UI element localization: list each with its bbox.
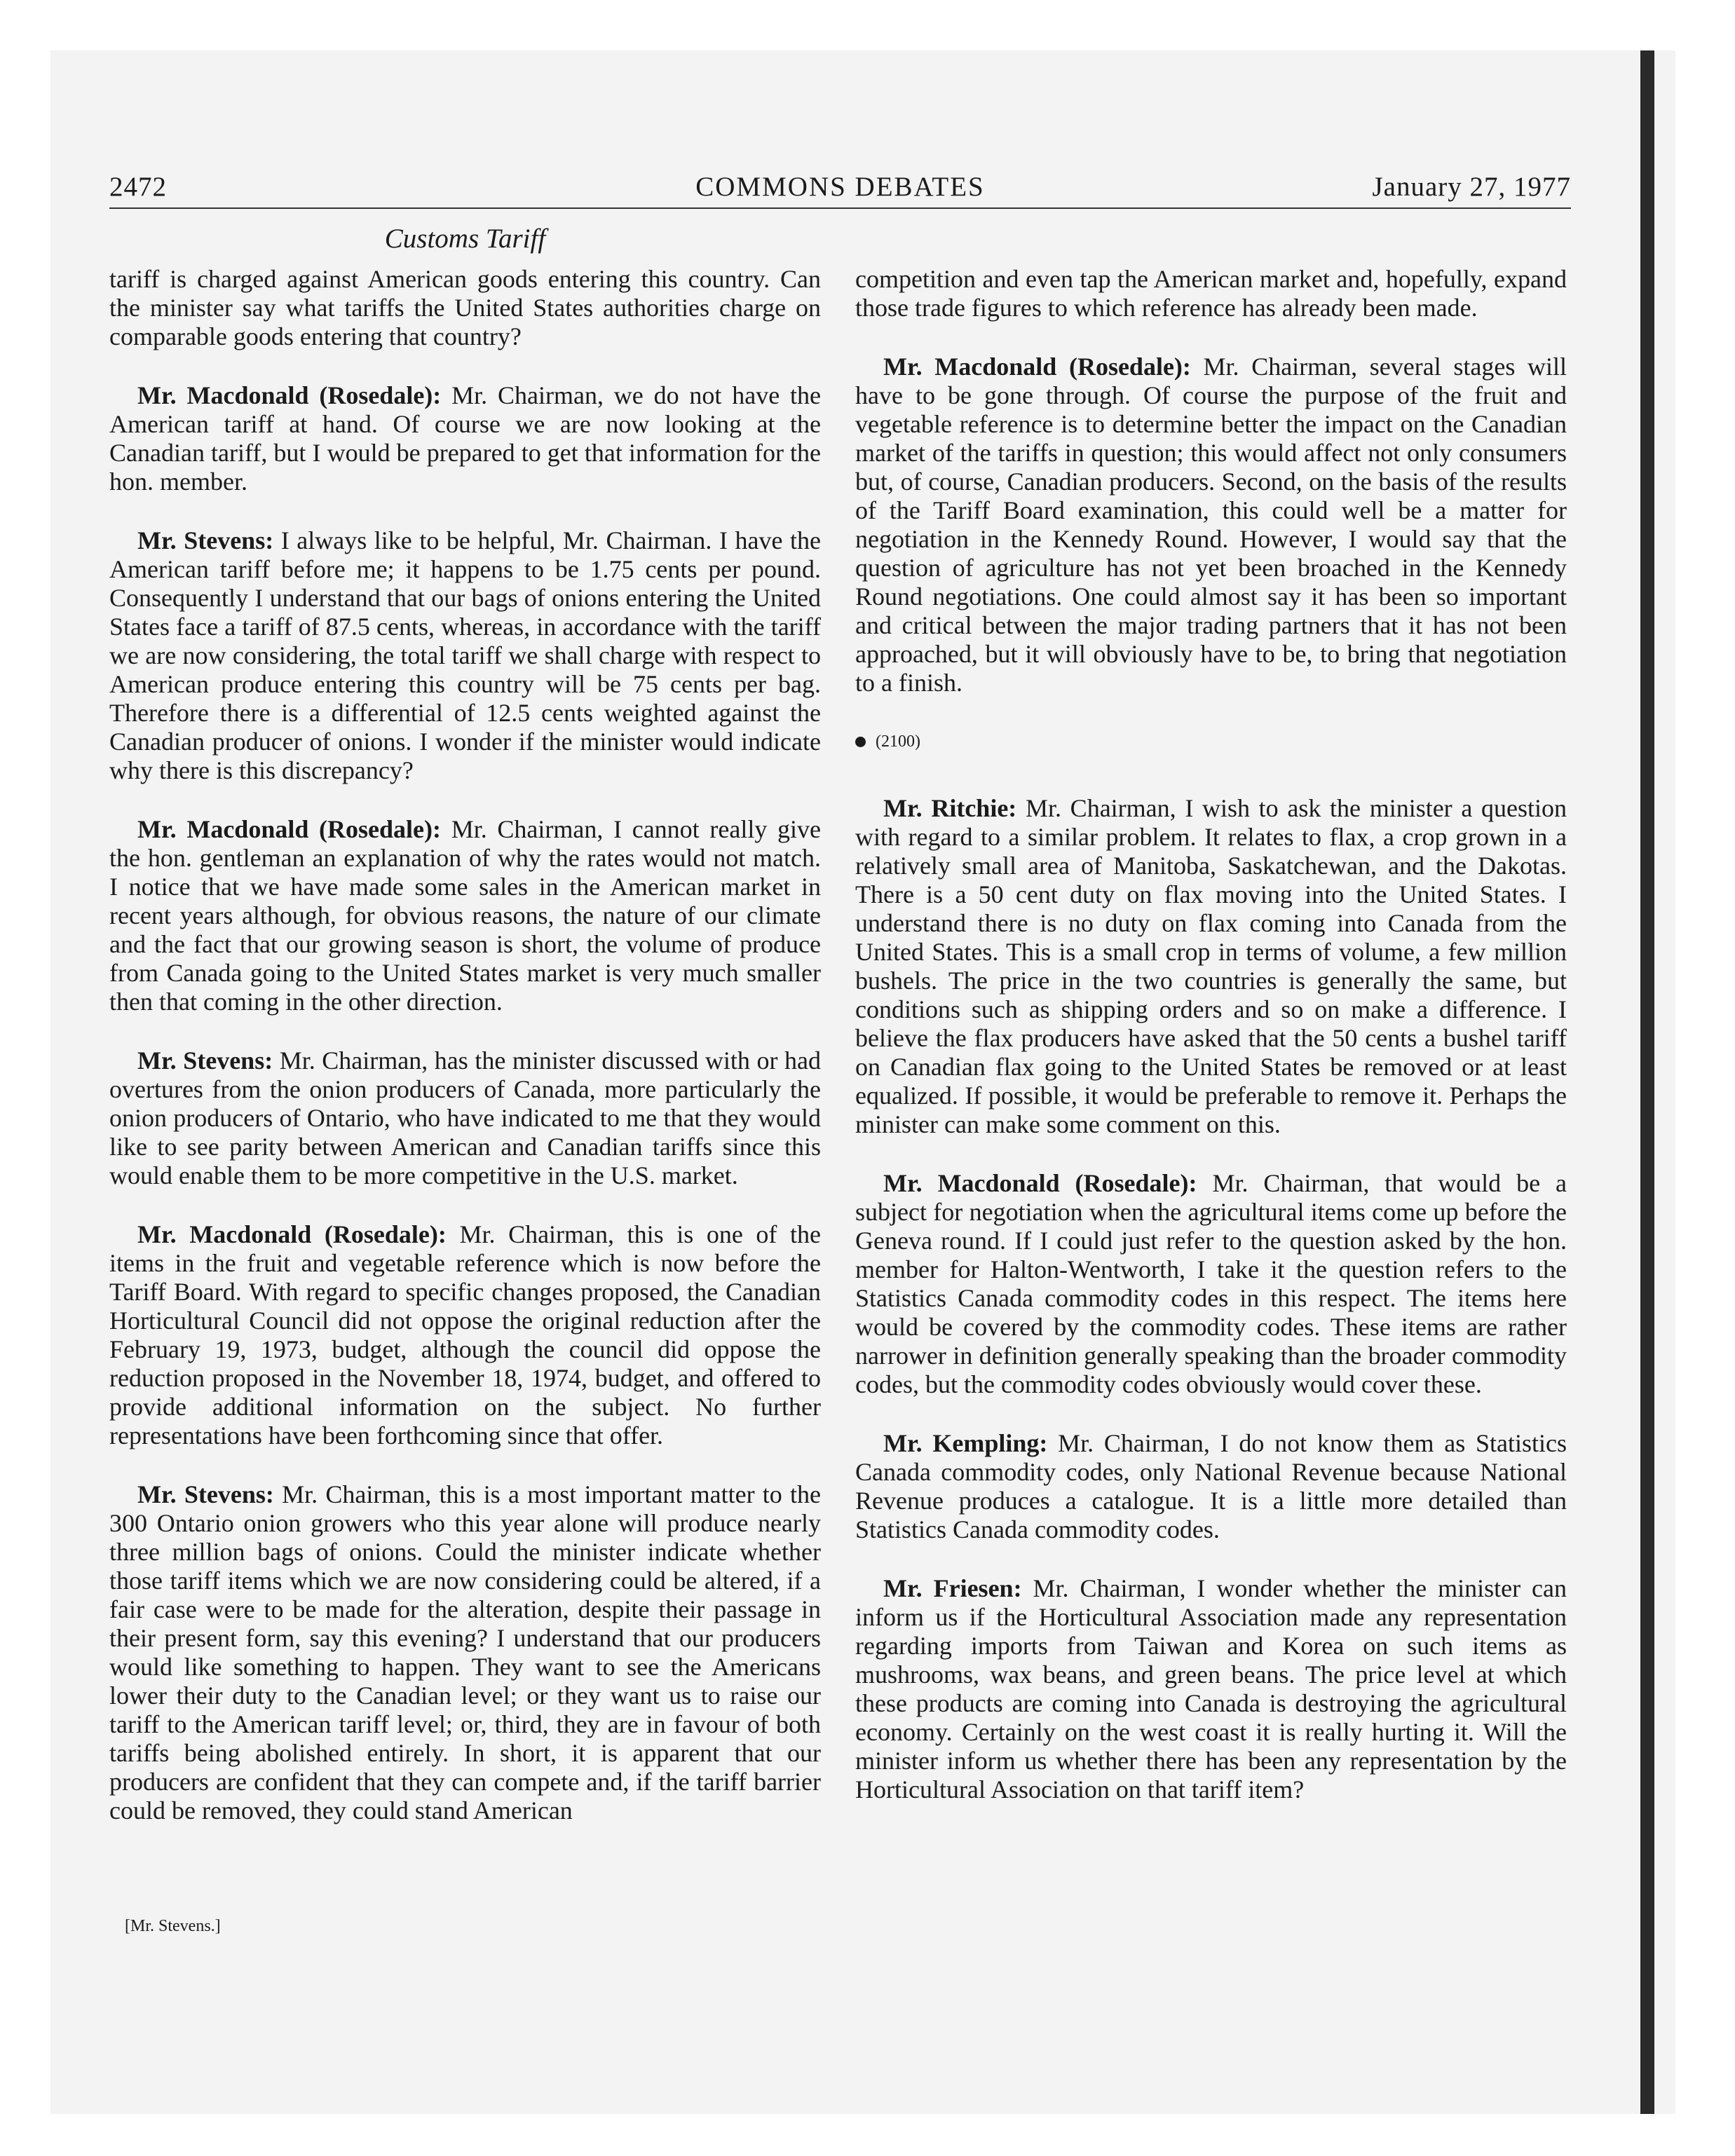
speaker-name: Mr. Macdonald (Rosedale): xyxy=(883,353,1191,381)
speech-text: Mr. Chairman, I wonder whether the minister can inform us if the Horticultural Association made any representation regarding imports from Taiwan and Korea on such items as mushrooms, wax beans, and green beans. The price level at which these products are coming into Canada is destroying the agricultural economy. Certainly on the west coast it is really hurting it. Will the minister inform us whether there has been any representation by the Horticultural Association on that tariff item? xyxy=(855,1574,1567,1803)
paragraph xyxy=(855,265,1567,322)
speech-paragraph xyxy=(855,1429,1567,1544)
speech-text: I always like to be helpful, Mr. Chairman. I have the American tariff before me; it happens to be 1.75 cents per pound. Consequently I understand that our bags of onions entering the United States face a tariff of 87.5 cents, whereas, in accordance with the tariff we are now considering, the total tariff we shall charge with respect to American produce entering this country will be 75 cents per bag. Therefore there is a differential of 12.5 cents weighted against the Canadian producer of onions. I wonder if the minister would indicate why there is this discrepancy? xyxy=(109,526,821,784)
speaker-name: Mr. Stevens: xyxy=(137,1046,273,1074)
speech-text: Mr. Chairman, that would be a subject for negotiation when the agricultural items come up before the Geneva round. If I could just refer to the question asked by the hon. member for Halton-Wentworth, I take it the question refers to the Statistics Canada commodity codes in this respect. The items here would be covered by the commodity codes. These items are rather narrower in definition generally speaking than the broader commodity codes, but the commodity codes obviously would cover these. xyxy=(855,1169,1567,1398)
paragraph-text: competition and even tap the American market and, hopefully, expand those trade figures to which reference has already been made. xyxy=(855,265,1567,322)
scan-edge-shadow xyxy=(1640,50,1654,2114)
speaker-name: Mr. Stevens: xyxy=(137,526,274,554)
speaker-name: Mr. Macdonald (Rosedale): xyxy=(137,1220,447,1248)
speech-paragraph xyxy=(109,1220,821,1450)
speech-paragraph xyxy=(109,815,821,1016)
speaker-name: Mr. Ritchie: xyxy=(883,794,1017,822)
paragraph-text: tariff is charged against American goods entering this country. Can the minister say what tariffs the United States authorities charge on comparable goods entering that country? xyxy=(109,265,821,350)
speech-paragraph xyxy=(855,1169,1567,1399)
speaker-name: Mr. Friesen: xyxy=(883,1574,1022,1602)
speaker-name: Mr. Kempling: xyxy=(883,1429,1048,1457)
speech-text: Mr. Chairman, I cannot really give the hon. gentleman an explanation of why the rates would not match. I notice that we have made some sales in the American market in recent years although, for obvious reasons, the nature of our climate and the fact that our growing season is short, the volume of produce from Canada going to the United States market is very much smaller then that coming in the other direction. xyxy=(109,815,821,1016)
speech-paragraph xyxy=(855,794,1567,1139)
speech-paragraph xyxy=(109,526,821,785)
speech-paragraph xyxy=(109,381,821,496)
speaker-name: Mr. Macdonald (Rosedale): xyxy=(137,381,442,409)
time-marker-text: (2100) xyxy=(876,732,920,751)
speech-paragraph xyxy=(109,1046,821,1190)
publication-date: January 27, 1977 xyxy=(1372,172,1571,202)
speaker-name: Mr. Macdonald (Rosedale): xyxy=(883,1169,1197,1197)
speech-text: Mr. Chairman, has the minister discussed with or had overtures from the onion producers of Canada, more particularly the onion producers of Ontario, who have indicated to me that they would like to see parity between American and Canadian tariffs since this would enable them to be more competitive in the U.S. market. xyxy=(109,1046,821,1189)
section-title: Customs Tariff xyxy=(384,224,546,254)
page-number: 2472 xyxy=(109,172,167,202)
right-column xyxy=(855,265,1567,1834)
bullet-icon xyxy=(855,737,866,747)
paragraph xyxy=(109,265,821,351)
speech-text: Mr. Chairman, we do not have the American tariff at hand. Of course we are now looking at the Canadian tariff, but I would be prepared to get that information for the hon. member. xyxy=(109,381,822,496)
speech-text: Mr. Chairman, this is one of the items in the fruit and vegetable reference which is now before the Tariff Board. With regard to specific changes proposed, the Canadian Horticultural Council did not oppose the original reduction after the February 19, 1973, budget, although the council did oppose the reduction proposed in the November 18, 1974, budget, and offered to provide additional information on the subject. No further representations have been forthcoming since that offer. xyxy=(109,1220,822,1449)
page-header xyxy=(109,171,1571,209)
speaker-name: Mr. Stevens: xyxy=(137,1480,274,1508)
speech-text: Mr. Chairman, I do not know them as Statistics Canada commodity codes, only National Revenue because National Revenue produces a catalogue. It is a little more detailed than Statistics Canada commodity codes. xyxy=(855,1429,1567,1543)
time-marker xyxy=(855,728,1567,756)
speech-paragraph xyxy=(855,1574,1567,1804)
speech-text: Mr. Chairman, I wish to ask the minister a question with regard to a similar problem. It relates to flax, a crop grown in a relatively small area of Manitoba, Saskatchewan, and the Dakotas. There is a 50 cent duty on flax moving into the United States. I understand there is no duty on flax coming into Canada from the United States. This is a small crop in terms of volume, a few million bushels. The price in the two countries is generally the same, but conditions such as shipping orders and so on make a difference. I believe the flax producers have asked that the 50 cents a bushel tariff on Canadian flax going to the United States be removed or at least equalized. If possible, it would be preferable to remove it. Perhaps the minister can make some comment on this. xyxy=(855,794,1567,1138)
speaker-name: Mr. Macdonald (Rosedale): xyxy=(137,815,442,843)
speech-paragraph xyxy=(109,1480,821,1825)
publication-title: COMMONS DEBATES xyxy=(695,172,985,202)
left-column xyxy=(109,265,821,1855)
speech-paragraph xyxy=(855,353,1567,697)
speech-text: Mr. Chairman, this is a most important matter to the 300 Ontario onion growers who this year alone will produce nearly three million bags of onions. Could the minister indicate whether those tariff items which we are now considering could be altered, if a fair case were to be made for the alteration, despite their passage in their present form, say this evening? I understand that our producers would like something to happen. They want to see the Americans lower their duty to the Canadian level; or they want us to raise our tariff to the American tariff level; or, third, they are in favour of both tariffs being abolished entirely. In short, it is apparent that our producers are confident that they can compete and, if the tariff barrier could be removed, they could stand American xyxy=(109,1480,822,1824)
speech-text: Mr. Chairman, several stages will have to be gone through. Of course the purpose of the fruit and vegetable reference is to determine better the impact on the Canadian market of the tariffs in question; this would affect not only consumers but, of course, Canadian producers. Second, on the basis of the results of the Tariff Board examination, this could well be a matter for negotiation in the Kennedy Round. However, I would say that the question of agriculture has not yet been broached in the Kennedy Round negotiations. One could almost say it has been so important and critical between the major trading partners that it has not been approached, but it will obviously have to be, to bring that negotiation to a finish. xyxy=(855,353,1567,697)
speaker-footnote: [Mr. Stevens.] xyxy=(125,1917,221,1935)
